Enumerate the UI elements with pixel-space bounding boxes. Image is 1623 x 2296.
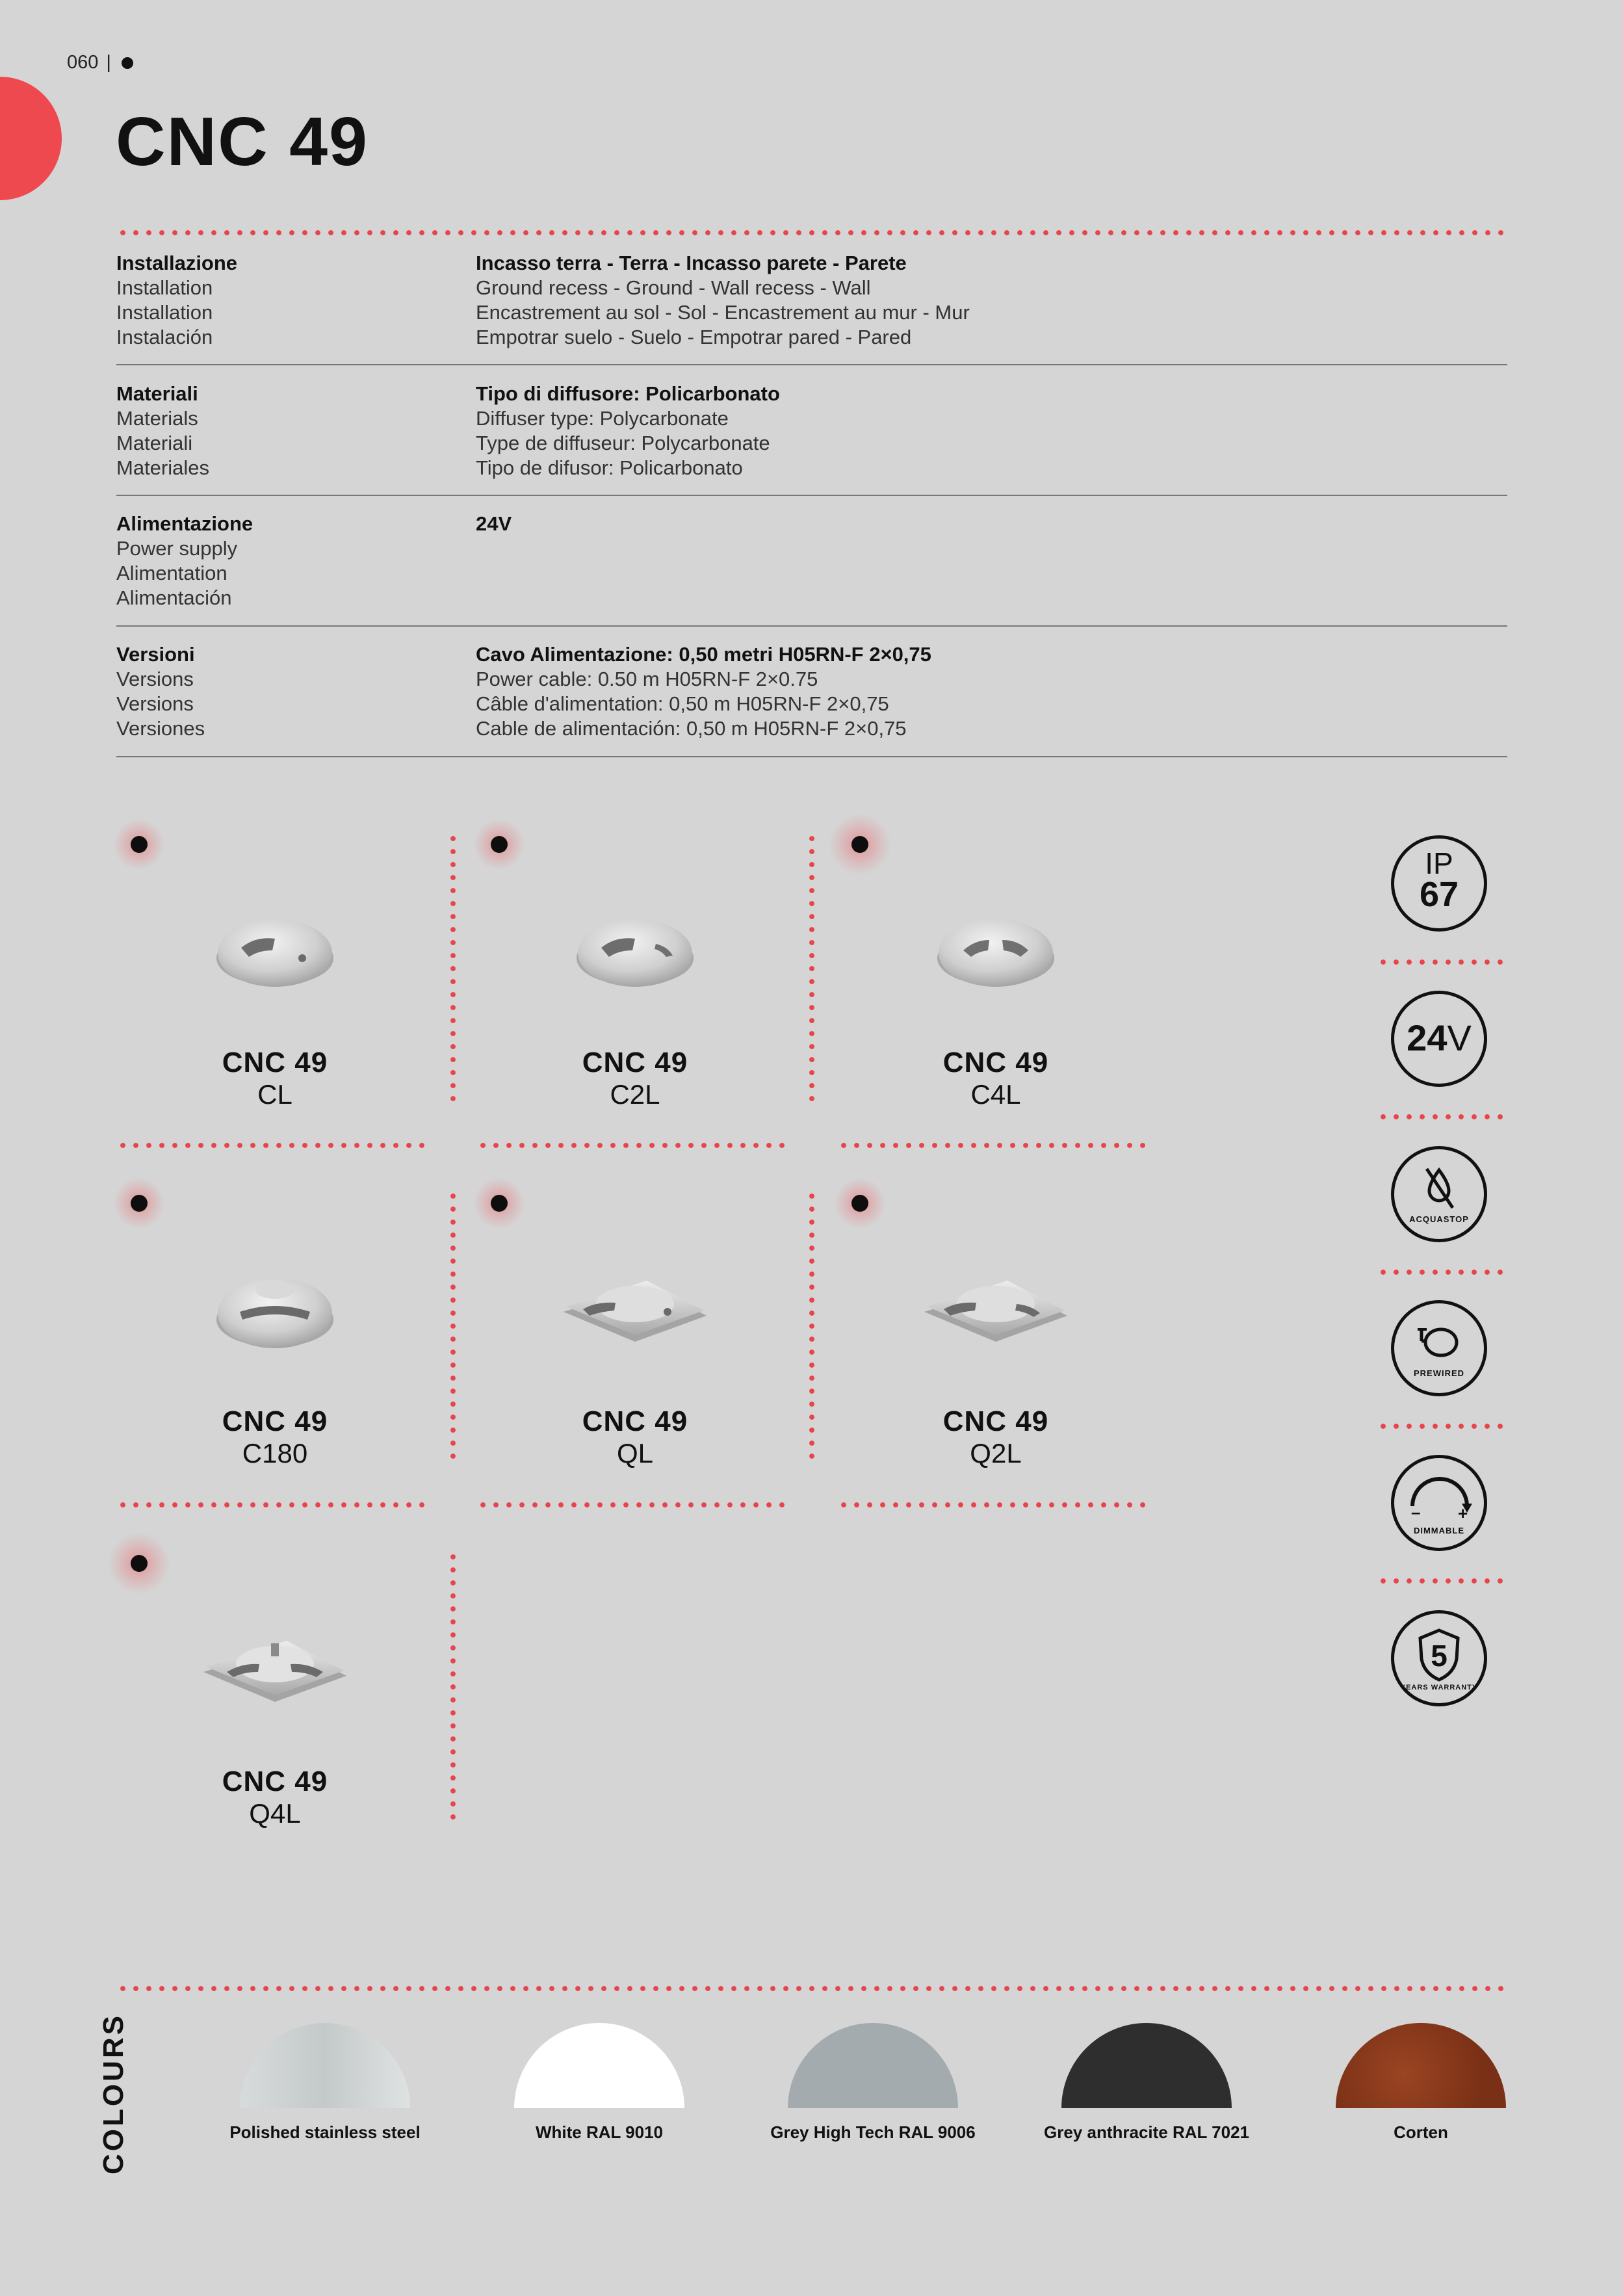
spec-power: Alimentazione Power supply Alimentation Alimentación 24V: [116, 512, 512, 609]
dotted-divider: [1377, 1578, 1507, 1584]
swatch-label: Grey High Tech RAL 9006: [770, 2122, 976, 2142]
spec-materials: Materiali Materials Materiali Materiales Tipo di diffusore: Policarbonato Diffuser type: Polycarbonate Type de diffuseur: Polycarbonate Tipo de difusor: Policarbonato: [116, 382, 780, 479]
product-image-square: [145, 1604, 405, 1734]
svg-text:–: –: [1411, 1502, 1421, 1522]
product-code: C180: [242, 1438, 308, 1468]
bullet-icon: [122, 57, 133, 69]
spec-versions: Versioni Versions Versions Versiones Cavo Alimentazione: 0,50 metri H05RN-F 2×0,75 Power cable: 0.50 m H05RN-F 2×0.75 Câble d'alimentation: 0,50 m H05RN-F 2×0,75 Cable de alimentación: 0,50 m H05RN-F 2×0,75: [116, 643, 931, 740]
product-image-round: [145, 1244, 405, 1374]
beam-marker-icon: [131, 1195, 148, 1212]
beam-marker-icon: [851, 1195, 868, 1212]
swatch-grey-anthracite: [1061, 2023, 1232, 2108]
table-rule: [116, 495, 1507, 496]
product-card-c4l: [827, 827, 1165, 1152]
swatch-label: Polished stainless steel: [229, 2122, 421, 2142]
product-name: CNC 49: [222, 1766, 328, 1797]
beam-marker-icon: [491, 1195, 508, 1212]
page-title: CNC 49: [116, 103, 369, 180]
prewired-icon: PREWIRED: [1391, 1300, 1487, 1396]
product-name: CNC 49: [582, 1047, 688, 1078]
product-name: CNC 49: [222, 1405, 328, 1437]
swatch-label: White RAL 9010: [535, 2122, 663, 2142]
table-rule: [116, 756, 1507, 757]
product-image-round: [145, 885, 405, 1015]
colours-title: COLOURS: [97, 2013, 129, 2174]
red-circle-decoration: [0, 77, 62, 200]
dotted-divider: [116, 230, 1507, 235]
dotted-divider: [1377, 1424, 1507, 1429]
spec-installation: Installazione Installation Installation Instalación Incasso terra - Terra - Incasso parete - Parete Ground recess - Ground - Wall recess - Wall Encastrement au sol - Sol - Encastrement au mur - Mur Empotrar suelo - Suelo - Empotrar pared - Pared: [116, 252, 970, 348]
dotted-divider: [1377, 1270, 1507, 1275]
dotted-divider: [450, 1550, 456, 1823]
product-image-round: [866, 885, 1126, 1015]
dotted-divider: [1377, 959, 1507, 965]
swatch-white-ral-9010: [514, 2023, 684, 2108]
acquastop-icon: ACQUASTOP: [1391, 1146, 1487, 1242]
swatch-grey-high-tech: [788, 2023, 958, 2108]
dotted-divider: [116, 1986, 1507, 1991]
svg-text:+: +: [1458, 1504, 1468, 1523]
table-rule: [116, 625, 1507, 627]
product-card-q4l: [106, 1546, 444, 1871]
swatch-polished-stainless-steel: [240, 2023, 410, 2108]
product-name: CNC 49: [222, 1047, 328, 1078]
ip67-icon: IP 67: [1391, 835, 1487, 932]
product-code: QL: [616, 1438, 654, 1468]
swatch-label: Corten: [1394, 2122, 1448, 2142]
beam-marker-icon: [131, 836, 148, 853]
product-image-square: [866, 1244, 1126, 1374]
warranty-5-years-icon: 5 YEARS WARRANTY: [1391, 1610, 1487, 1706]
beam-marker-icon: [491, 836, 508, 853]
swatch-corten: [1336, 2023, 1506, 2108]
beam-marker-icon: [851, 836, 868, 853]
product-image-square: [505, 1244, 765, 1374]
swatch-label: Grey anthracite RAL 7021: [1044, 2122, 1249, 2142]
product-card-c2l: [466, 827, 804, 1152]
product-name: CNC 49: [942, 1047, 1049, 1078]
product-card-c180: [106, 1186, 444, 1511]
product-code: Q2L: [970, 1438, 1022, 1468]
beam-marker-icon: [131, 1555, 148, 1572]
dimmable-icon: – + DIMMABLE: [1391, 1455, 1487, 1551]
product-card-q2l: [827, 1186, 1165, 1511]
dotted-divider: [809, 832, 814, 1105]
product-code: C4L: [970, 1079, 1021, 1110]
dotted-divider: [450, 832, 456, 1105]
product-image-round: [505, 885, 765, 1015]
product-name: CNC 49: [942, 1405, 1049, 1437]
table-rule: [116, 364, 1507, 365]
product-code: C2L: [610, 1079, 660, 1110]
product-code: CL: [257, 1079, 292, 1110]
product-card-ql: [466, 1186, 804, 1511]
dotted-divider: [809, 1190, 814, 1463]
dotted-divider: [450, 1190, 456, 1463]
page-number: 060 |: [67, 52, 133, 73]
product-name: CNC 49: [582, 1405, 688, 1437]
product-code: Q4L: [249, 1798, 301, 1829]
product-card-cl: [106, 827, 444, 1152]
voltage-24v-icon: 24V: [1391, 991, 1487, 1087]
dotted-divider: [1377, 1114, 1507, 1119]
